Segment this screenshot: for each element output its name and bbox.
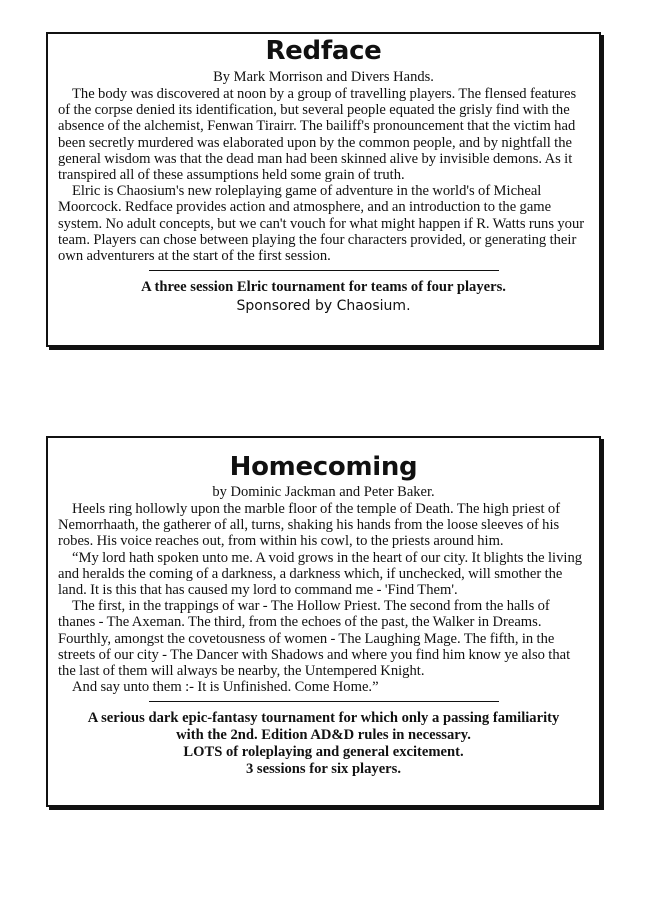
homecoming-divider [149, 701, 499, 702]
redface-paragraph-1: The body was discovered at noon by a group of travelling players. The flensed features of the corpse denied its identification, but several people equated the grisly find with the absence of the alchemist, Fenwan Tirairr. The bailiff's pronouncement that the victim had been secretly murdered was elaborated upon by the common people, and by nightfall the general wisdom was that the dead man had been skinned alive by invisible demons. As it transpired all of these assumptions held some grain of truth. [58, 86, 577, 184]
homecoming-summary-line-1: A serious dark epic-fantasy tournament for which only a passing familiarity [87, 710, 560, 727]
homecoming-summary-line-2: with the 2nd. Edition AD&D rules in necessary. [176, 727, 471, 744]
redface-tagline: A three session Elric tournament for teams of four players. [141, 279, 506, 296]
redface-paragraph-2: Elric is Chaosium's new roleplaying game of adventure in the world's of Micheal Moorcock. Redface provides action and atmosphere, and an introduction to the game system. No adult concepts, but we can't vouch for what might happen if R. Watts runs your team. Players can chose between playing the four characters provided, or generating their own adventurers at the start of the first session. [58, 183, 585, 265]
homecoming-summary-line-4: 3 sessions for six players. [245, 761, 401, 778]
homecoming-byline: by Dominic Jackman and Peter Baker. [212, 484, 435, 500]
redface-sponsor: Sponsored by Chaosium. [236, 298, 411, 315]
homecoming-summary-line-3: LOTS of roleplaying and general excitement. [183, 744, 464, 761]
redface-byline: By Mark Morrison and Divers Hands. [213, 69, 434, 85]
homecoming-paragraph-4: And say unto them :- It is Unfinished. Come Home.” [72, 679, 379, 696]
homecoming-paragraph-2: “My lord hath spoken unto me. A void grows in the heart of our city. It blights the living and heralds the coming of a darkness, a darkness which, if unchecked, will smother the land. It is this that has caused my lord to command me - 'Find Them'. [58, 549, 583, 599]
homecoming-paragraph-1: Heels ring hollowly upon the marble floor of the temple of Death. The high priest of Nemorrhaath, the gatherer of all, turns, shaking his hands from the loose sleeves of his robes. His voice reaches out, from within his cowl, to the priests around him. [58, 501, 561, 550]
redface-title: Redface [265, 36, 382, 66]
redface-panel [46, 32, 601, 347]
homecoming-panel [46, 436, 601, 807]
homecoming-title: Homecoming [229, 452, 418, 482]
redface-divider [149, 270, 499, 271]
homecoming-paragraph-3: The first, in the trappings of war - The Hollow Priest. The second from the halls of thanes - The Axeman. The third, from the echoes of the past, the Walker in Dreams. Fourthly, amongst the covetousness of women - The Laughing Mage. The fifth, in the streets of our city - The Dancer with Shadows and where you find him know ye also that the last of them will always be nearby, the Untempered Knight. [58, 598, 571, 680]
